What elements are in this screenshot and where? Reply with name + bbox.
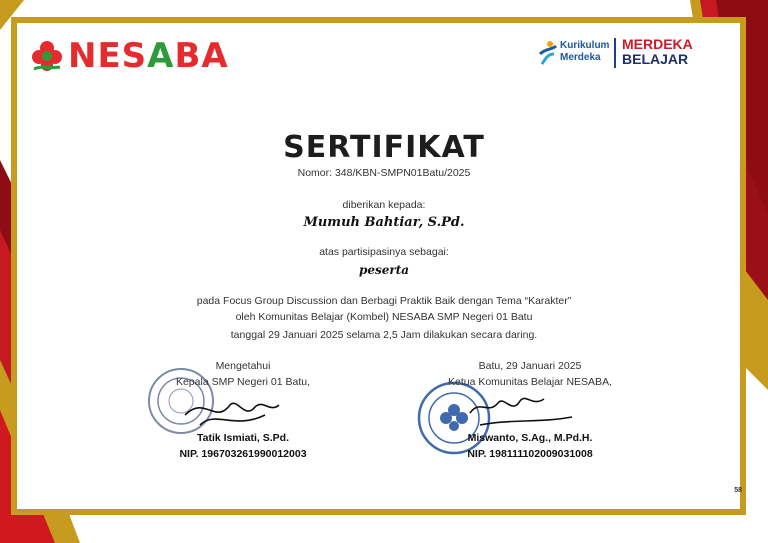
signatory-right-line2: Ketua Komunitas Belajar NESABA, bbox=[447, 376, 612, 388]
certificate-title: SERTIFIKAT bbox=[283, 130, 485, 165]
participant-role: peserta bbox=[358, 263, 410, 277]
logo-part-1: NES bbox=[68, 36, 148, 76]
logo-part-2: A bbox=[147, 36, 175, 76]
signatory-left-line1: Mengetahui bbox=[215, 360, 271, 372]
merdeka-belajar-line1: MERDEKA bbox=[622, 36, 693, 52]
signatory-right-block bbox=[430, 358, 630, 462]
body-line-3: tanggal 29 Januari 2025 selama 2,5 Jam dilakukan secara daring. bbox=[230, 329, 538, 341]
signatory-left-name: Tatik Ismiati, S.Pd. bbox=[197, 432, 289, 444]
signatory-right-line1: Batu, 29 Januari 2025 bbox=[478, 360, 582, 372]
logo-part-3: BA bbox=[174, 36, 229, 76]
signatory-left-block bbox=[158, 358, 328, 462]
body-line-1: pada Focus Group Discussion dan Berbagi Praktik Baik dengan Tema “Karakter” bbox=[196, 295, 572, 307]
given-to-label: diberikan kepada: bbox=[342, 199, 426, 211]
kurikulum-label: Kurikulum bbox=[560, 40, 610, 51]
certificate-number: Nomor: 348/KBN-SMPN01Batu/2025 bbox=[297, 167, 471, 179]
recipient-name: Mumuh Bahtiar, S.Pd. bbox=[303, 215, 465, 230]
merdeka-label: Merdeka bbox=[560, 52, 601, 63]
signatory-left-line2: Kepala SMP Negeri 01 Batu, bbox=[175, 376, 311, 388]
page-number: 58 bbox=[734, 487, 742, 494]
participation-label: atas partisipasinya sebagai: bbox=[319, 246, 449, 258]
signatory-left-nip: NIP. 196703261990012003 bbox=[179, 448, 307, 460]
signatory-right-nip: NIP. 198111102009031008 bbox=[467, 448, 593, 460]
signatory-right-name: Miswanto, S.Ag., M.Pd.H. bbox=[467, 432, 593, 444]
body-line-2: oleh Komunitas Belajar (Kombel) NESABA SMP Negeri 01 Batu bbox=[235, 311, 533, 323]
merdeka-belajar-line2: BELAJAR bbox=[622, 51, 689, 67]
